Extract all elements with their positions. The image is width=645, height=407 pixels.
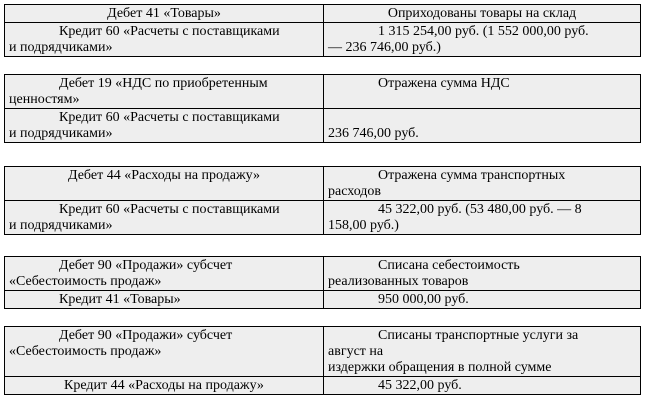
credit-row xyxy=(5,108,640,142)
debit-account: Дебет 44 «Расходы на продажу» xyxy=(5,167,324,200)
debit-account: Дебет 90 «Продажи» субсчет «Себестоимость продаж» xyxy=(5,257,324,290)
credit-account: Кредит 60 «Расчеты с поставщиками и подрядчиками» xyxy=(5,201,324,234)
amount: 45 322,00 руб. (53 480,00 руб. — 8 158,00 руб.) xyxy=(328,202,582,233)
amount: 45 322,00 руб. xyxy=(378,378,462,393)
operation-description: Списаны транспортные услуги за август на издержки обращения в полной сумме xyxy=(328,328,579,375)
entry-table-5 xyxy=(4,326,641,395)
credit-account: Кредит 60 «Расчеты с поставщиками и подрядчиками» xyxy=(5,23,324,56)
operation-description: Списана себестоимость реализованных товаров xyxy=(328,258,520,289)
debit-row xyxy=(5,75,640,108)
operation-description: Оприходованы товары на склад xyxy=(387,6,577,21)
credit-account: Кредит 44 «Расходы на продажу» xyxy=(5,377,324,394)
operation-description: Отражена сумма транспортных расходов xyxy=(328,168,566,199)
debit-row xyxy=(5,167,640,200)
credit-row xyxy=(5,200,640,234)
debit-row xyxy=(5,257,640,290)
debit-row xyxy=(5,5,640,22)
credit-account: Кредит 60 «Расчеты с поставщиками и подрядчиками» xyxy=(5,109,324,142)
credit-account: Кредит 41 «Товары» xyxy=(5,291,324,308)
debit-account: Дебет 19 «НДС по приобретенным ценностям» xyxy=(5,75,324,108)
credit-row xyxy=(5,22,640,56)
entry-table-1 xyxy=(4,4,641,57)
amount: 236 746,00 руб. xyxy=(328,126,419,141)
credit-row xyxy=(5,290,640,308)
entry-table-2 xyxy=(4,74,641,143)
entry-table-3 xyxy=(4,166,641,235)
debit-row xyxy=(5,327,640,376)
amount: 1 315 254,00 руб. (1 552 000,00 руб. — 236 746,00 руб.) xyxy=(328,24,589,55)
operation-description: Отражена сумма НДС xyxy=(378,76,510,91)
debit-account: Дебет 41 «Товары» xyxy=(5,5,324,22)
entry-table-4 xyxy=(4,256,641,309)
amount: 950 000,00 руб. xyxy=(378,292,469,307)
debit-account: Дебет 90 «Продажи» субсчет «Себестоимость продаж» xyxy=(5,327,324,376)
credit-row xyxy=(5,376,640,394)
